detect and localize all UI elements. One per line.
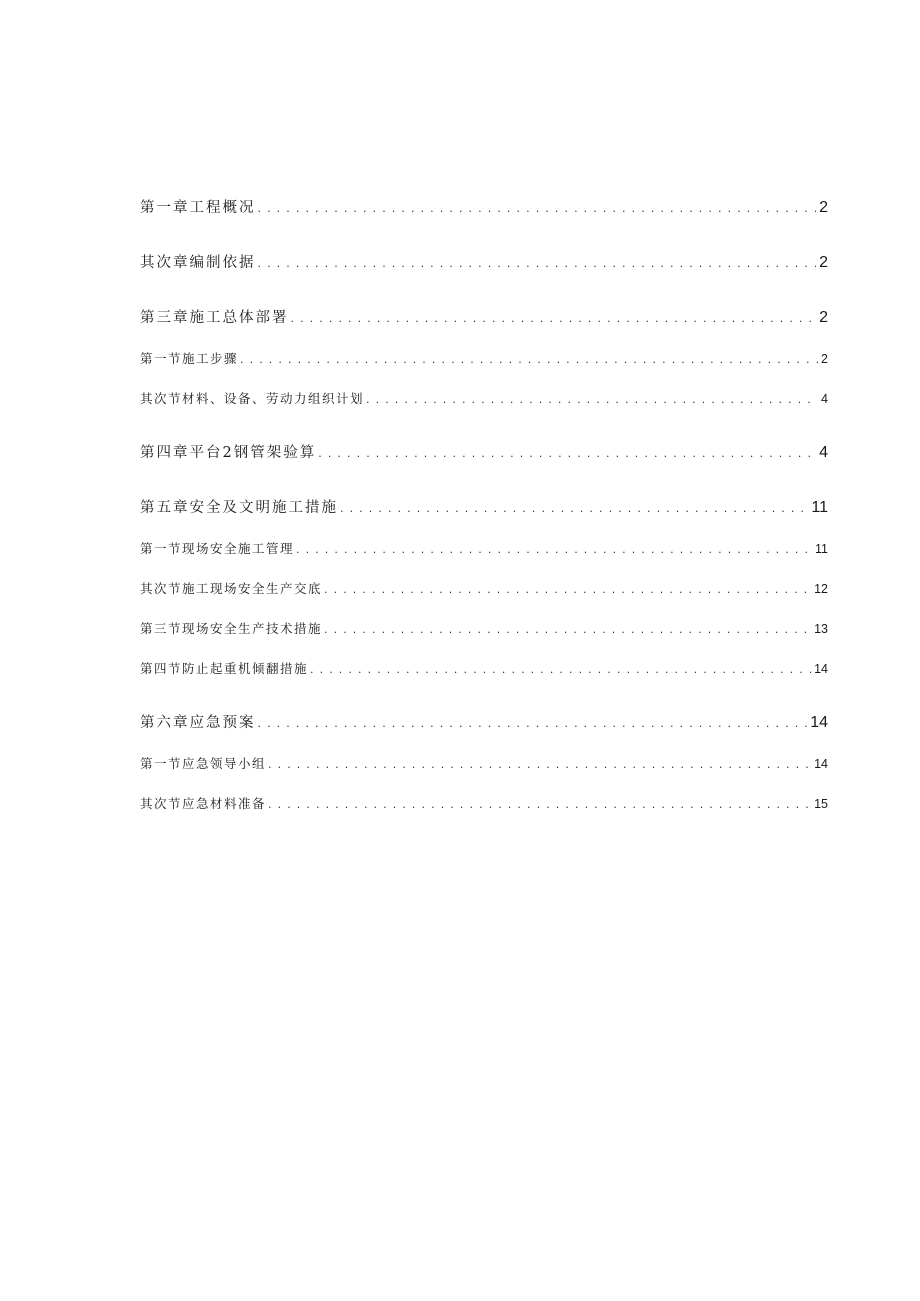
toc-entry-section-6-2[interactable] [140, 794, 828, 812]
toc-entry-page: 4 [819, 444, 828, 461]
toc-entry-page: 4 [821, 392, 828, 406]
toc-entry-section-6-1[interactable] [140, 754, 828, 772]
toc-entry-chapter-5[interactable] [140, 496, 828, 517]
toc-entry-page: 2 [819, 254, 828, 271]
toc-entry-section-5-3[interactable] [140, 619, 828, 637]
toc-entry-title: 第五章安全及文明施工措施 [140, 500, 338, 516]
dot-leader [296, 541, 812, 556]
toc-entry-section-5-4[interactable] [140, 659, 828, 677]
dot-leader [324, 621, 811, 636]
toc-entry-title: 第一节施工步骤 [140, 351, 239, 366]
toc-entry-page: 14 [810, 714, 828, 731]
toc-entry-title: 其次节材料、设备、劳动力组织计划 [140, 391, 365, 406]
toc-entry-page: 14 [814, 662, 828, 676]
toc-entry-chapter-3[interactable] [140, 306, 828, 327]
toc-entry-title: 第六章应急预案 [140, 715, 256, 731]
toc-entry-title: 其次节应急材料准备 [140, 796, 267, 811]
dot-leader [258, 715, 808, 731]
toc-entry-section-3-1[interactable] [140, 349, 828, 367]
dot-leader [258, 255, 817, 271]
toc-entry-title: 第四节防止起重机倾翻措施 [140, 661, 309, 676]
toc-entry-page: 12 [814, 582, 828, 596]
toc-entry-chapter-1[interactable] [140, 196, 828, 217]
toc-entry-title: 第一节应急领导小组 [140, 756, 267, 771]
toc-entry-title: 第四章平台2钢管架验算 [140, 445, 317, 461]
toc-entry-title: 其次节施工现场安全生产交底 [140, 581, 323, 596]
dot-leader [366, 391, 818, 406]
toc-entry-chapter-6[interactable] [140, 711, 828, 732]
toc-entry-page: 11 [815, 542, 828, 556]
dot-leader [310, 661, 811, 676]
toc-entry-page: 14 [814, 757, 828, 771]
toc-entry-section-5-1[interactable] [140, 539, 828, 557]
toc-entry-chapter-4[interactable] [140, 441, 828, 462]
dot-leader [318, 445, 816, 461]
toc-entry-page: 2 [821, 352, 828, 366]
toc-entry-title: 第一章工程概况 [140, 200, 256, 216]
toc-entry-title: 第一节现场安全施工管理 [140, 541, 295, 556]
toc-entry-title: 第三节现场安全生产技术措施 [140, 621, 323, 636]
toc-entry-section-5-2[interactable] [140, 579, 828, 597]
toc-entry-page: 15 [814, 797, 828, 811]
toc-entry-page: 13 [814, 622, 828, 636]
dot-leader [340, 500, 808, 516]
toc-entry-page: 11 [811, 499, 828, 516]
dot-leader [268, 756, 811, 771]
dot-leader [291, 310, 817, 326]
dot-leader [240, 351, 818, 366]
toc-entry-chapter-2[interactable] [140, 251, 828, 272]
toc-entry-title: 其次章编制依据 [140, 255, 256, 271]
toc-entry-section-3-2[interactable] [140, 389, 828, 407]
toc-entry-title: 第三章施工总体部署 [140, 310, 289, 326]
dot-leader [258, 200, 817, 216]
dot-leader [268, 796, 811, 811]
toc-entry-page: 2 [819, 309, 828, 326]
dot-leader [324, 581, 811, 596]
toc-entry-page: 2 [819, 199, 828, 216]
